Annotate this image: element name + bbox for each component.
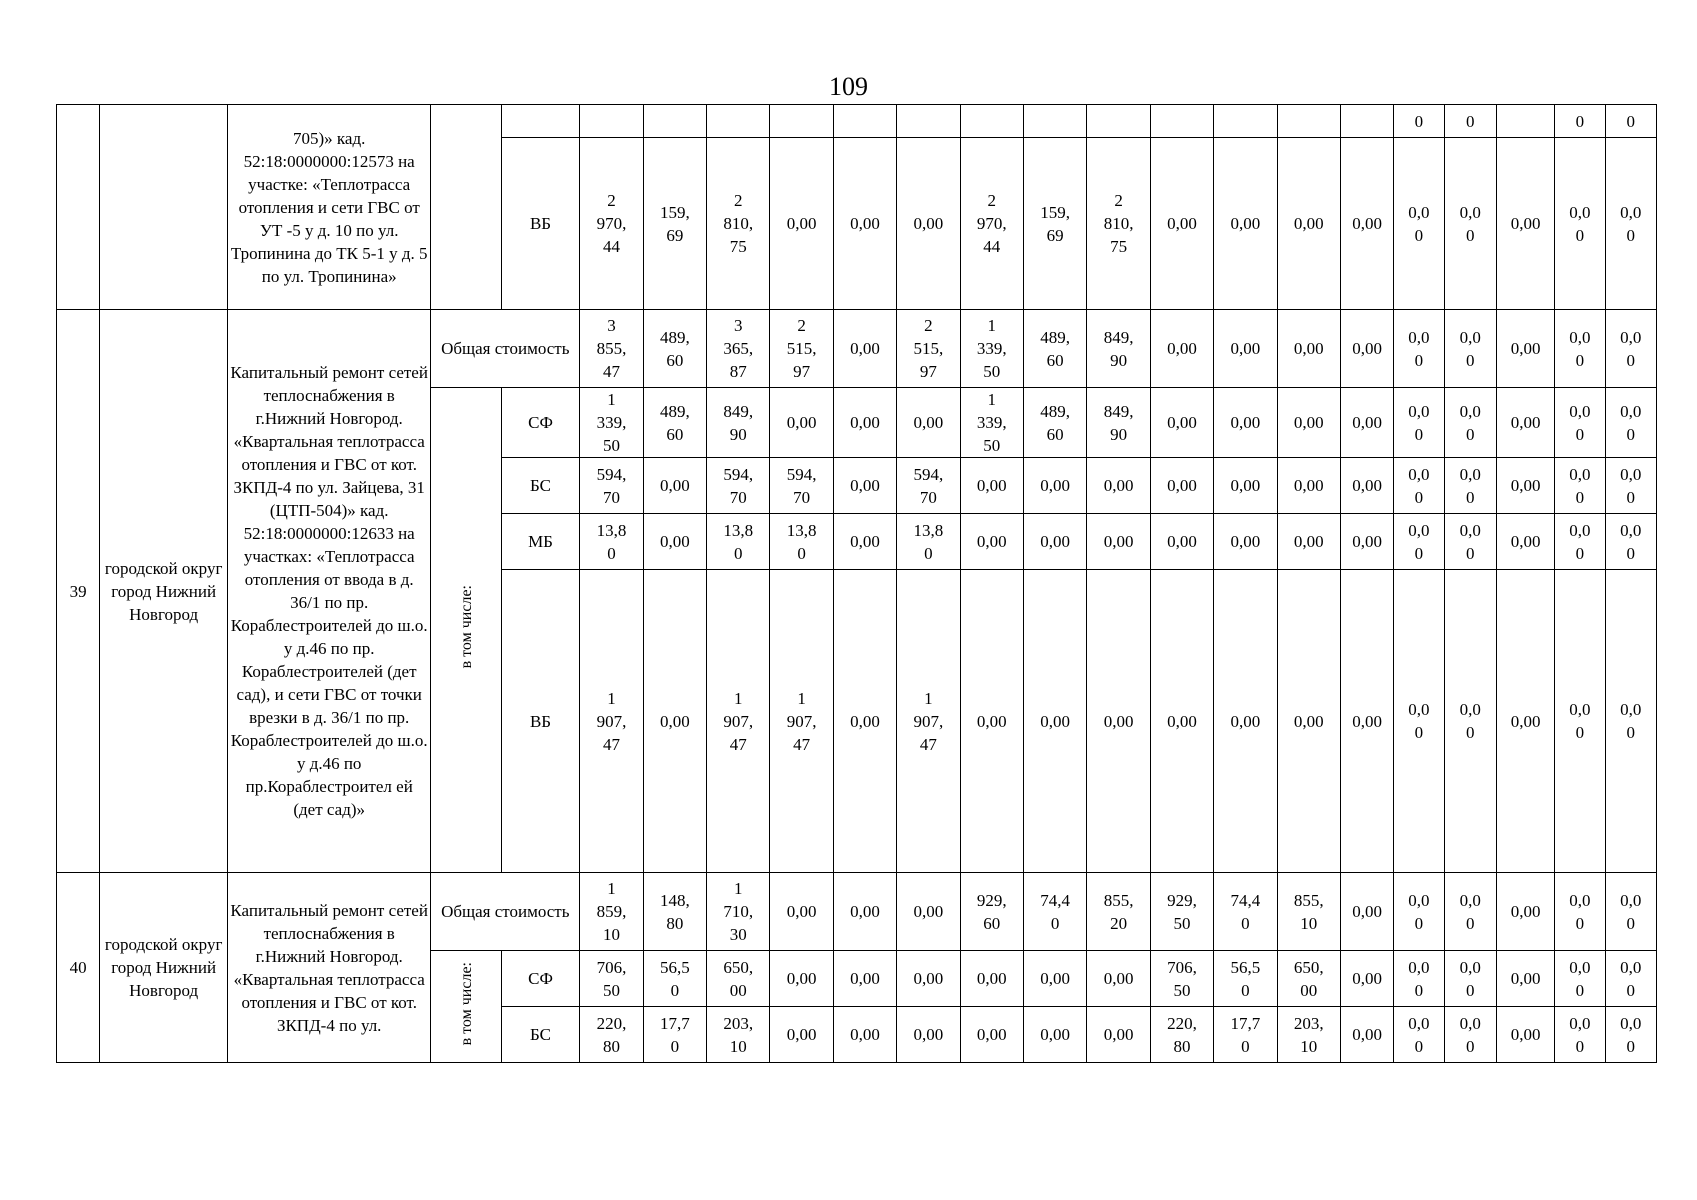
value-cell: 0,00 bbox=[1496, 951, 1554, 1007]
value-cell: 0,00 bbox=[1277, 458, 1340, 514]
table-row bbox=[57, 310, 1657, 388]
value-cell: 1 859, 10 bbox=[580, 873, 643, 951]
table-row bbox=[57, 105, 1657, 138]
value-cell: 2 970, 44 bbox=[580, 138, 643, 310]
value-cell: 0,00 bbox=[1340, 458, 1393, 514]
table-row bbox=[57, 873, 1657, 951]
value-cell: 489, 60 bbox=[1023, 388, 1086, 458]
municipality-cell: городской округ город Нижний Новгород bbox=[100, 310, 228, 873]
value-cell: 0,00 bbox=[770, 873, 833, 951]
value-cell: 159, 69 bbox=[643, 138, 706, 310]
value-cell: 2 810, 75 bbox=[1087, 138, 1150, 310]
value-cell: 13,8 0 bbox=[580, 514, 643, 570]
value-cell: 0,0 0 bbox=[1555, 458, 1605, 514]
value-cell: 0,0 0 bbox=[1444, 570, 1496, 873]
including-label-cell bbox=[431, 951, 501, 1063]
value-cell: 2 515, 97 bbox=[897, 310, 960, 388]
value-cell: 220, 80 bbox=[1150, 1007, 1213, 1063]
value-cell: 0,00 bbox=[1023, 951, 1086, 1007]
value-cell: 0 bbox=[1394, 105, 1444, 138]
description-cell: Капитальный ремонт сетей теплоснабжения в г.Нижний Новгород. «Квартальная теплотрасса отопления и ГВС от кот. ЗКПД-4 по ул. Зайцева, 31 (ЦТП-504)» кад. 52:18:0000000:12633 на участках: «Теплотрасса отопления от ввода в д. 36/1 по пр. Кораблестроителей до ш.о. у д.46 по пр. Кораблестроителей (дет сад), и сети ГВС от точки врезки в д. 36/1 по пр. Кораблестроителей до ш.о. у д.46 по пр.Кораблестроител ей (дет сад)» bbox=[228, 310, 431, 873]
value-cell: 74,4 0 bbox=[1023, 873, 1086, 951]
value-cell: 0,00 bbox=[643, 570, 706, 873]
value-cell: 159, 69 bbox=[1023, 138, 1086, 310]
value-cell: 0,0 0 bbox=[1555, 514, 1605, 570]
value-cell: 0,0 0 bbox=[1605, 570, 1656, 873]
value-cell: 0,00 bbox=[770, 951, 833, 1007]
value-cell: 0,00 bbox=[1214, 138, 1277, 310]
value-cell: 0,00 bbox=[897, 873, 960, 951]
value-cell: 489, 60 bbox=[1023, 310, 1086, 388]
value-cell: 0,00 bbox=[960, 951, 1023, 1007]
value-cell bbox=[897, 105, 960, 138]
value-cell: 594, 70 bbox=[770, 458, 833, 514]
value-cell: 855, 20 bbox=[1087, 873, 1150, 951]
value-cell: 0,00 bbox=[833, 138, 896, 310]
value-cell: 0,00 bbox=[1214, 458, 1277, 514]
value-cell: 3 855, 47 bbox=[580, 310, 643, 388]
including-label-cell bbox=[431, 105, 501, 310]
value-cell: 0,00 bbox=[1150, 570, 1213, 873]
value-cell: 0,0 0 bbox=[1605, 514, 1656, 570]
value-cell: 0,0 0 bbox=[1605, 388, 1656, 458]
including-label-cell bbox=[431, 388, 501, 873]
row-number-cell: 40 bbox=[57, 873, 100, 1063]
value-cell: 13,8 0 bbox=[707, 514, 770, 570]
value-cell: 0,00 bbox=[1087, 514, 1150, 570]
value-cell bbox=[1023, 105, 1086, 138]
value-cell: 1 710, 30 bbox=[707, 873, 770, 951]
value-cell: 0,00 bbox=[1023, 1007, 1086, 1063]
value-cell: 13,8 0 bbox=[897, 514, 960, 570]
value-cell: 0,00 bbox=[1214, 514, 1277, 570]
value-cell: 0,00 bbox=[897, 1007, 960, 1063]
value-cell: 0,00 bbox=[1087, 951, 1150, 1007]
value-cell: 0,00 bbox=[1340, 388, 1393, 458]
value-cell: 0,00 bbox=[833, 310, 896, 388]
value-cell: 0,00 bbox=[897, 388, 960, 458]
value-cell: 849, 90 bbox=[707, 388, 770, 458]
source-cell: ВБ bbox=[501, 570, 579, 873]
value-cell: 13,8 0 bbox=[770, 514, 833, 570]
source-cell: ВБ bbox=[501, 138, 579, 310]
value-cell: 0,00 bbox=[960, 1007, 1023, 1063]
value-cell: 0,0 0 bbox=[1394, 1007, 1444, 1063]
value-cell: 0,0 0 bbox=[1555, 1007, 1605, 1063]
value-cell: 0,0 0 bbox=[1555, 388, 1605, 458]
value-cell: 0,00 bbox=[770, 138, 833, 310]
value-cell: 148, 80 bbox=[643, 873, 706, 951]
value-cell: 0,0 0 bbox=[1605, 873, 1656, 951]
value-cell: 0,00 bbox=[1214, 388, 1277, 458]
value-cell bbox=[580, 105, 643, 138]
value-cell: 0,00 bbox=[1496, 138, 1554, 310]
including-label: в том числе: bbox=[457, 961, 475, 1046]
value-cell: 1 907, 47 bbox=[770, 570, 833, 873]
value-cell: 2 515, 97 bbox=[770, 310, 833, 388]
value-cell: 0,00 bbox=[1277, 514, 1340, 570]
value-cell: 0,00 bbox=[1277, 310, 1340, 388]
value-cell: 0,00 bbox=[1023, 570, 1086, 873]
value-cell: 0,00 bbox=[1340, 873, 1393, 951]
including-label: в том числе: bbox=[457, 585, 475, 669]
value-cell: 17,7 0 bbox=[1214, 1007, 1277, 1063]
value-cell: 0,0 0 bbox=[1394, 570, 1444, 873]
value-cell: 1 907, 47 bbox=[707, 570, 770, 873]
value-cell bbox=[1277, 105, 1340, 138]
value-cell: 0,0 0 bbox=[1605, 458, 1656, 514]
value-cell: 0,00 bbox=[1340, 1007, 1393, 1063]
value-cell: 849, 90 bbox=[1087, 310, 1150, 388]
source-cell: СФ bbox=[501, 388, 579, 458]
description-cell: Капитальный ремонт сетей теплоснабжения в г.Нижний Новгород. «Квартальная теплотрасса отопления и ГВС от кот. ЗКПД-4 по ул. bbox=[228, 873, 431, 1063]
total-label-cell: Общая стоимость bbox=[431, 873, 580, 951]
value-cell: 1 339, 50 bbox=[960, 310, 1023, 388]
value-cell: 0,00 bbox=[833, 1007, 896, 1063]
value-cell: 0,0 0 bbox=[1444, 873, 1496, 951]
value-cell: 0 bbox=[1605, 105, 1656, 138]
value-cell: 0,0 0 bbox=[1605, 1007, 1656, 1063]
page-number: 109 bbox=[829, 72, 868, 101]
value-cell: 1 339, 50 bbox=[580, 388, 643, 458]
value-cell: 0,00 bbox=[960, 458, 1023, 514]
description-cell: 705)» кад. 52:18:0000000:12573 на участке: «Теплотрасса отопления и сети ГВС от УТ -5 у д. 10 по ул. Тропинина до ТК 5-1 у д. 5 по ул. Тропинина» bbox=[228, 105, 431, 310]
row-number-cell bbox=[57, 105, 100, 310]
source-cell: БС bbox=[501, 1007, 579, 1063]
value-cell: 0,00 bbox=[1496, 873, 1554, 951]
total-label-cell: Общая стоимость bbox=[431, 310, 580, 388]
value-cell: 0,0 0 bbox=[1394, 138, 1444, 310]
value-cell: 0,0 0 bbox=[1555, 138, 1605, 310]
value-cell bbox=[1087, 105, 1150, 138]
value-cell: 0,00 bbox=[1496, 458, 1554, 514]
value-cell: 0,00 bbox=[1087, 458, 1150, 514]
value-cell: 0,00 bbox=[833, 570, 896, 873]
value-cell: 0 bbox=[1444, 105, 1496, 138]
value-cell: 0,00 bbox=[643, 514, 706, 570]
source-cell: МБ bbox=[501, 514, 579, 570]
value-cell: 0,00 bbox=[770, 1007, 833, 1063]
value-cell: 0,0 0 bbox=[1444, 138, 1496, 310]
value-cell: 0,00 bbox=[833, 951, 896, 1007]
value-cell: 0,00 bbox=[1340, 310, 1393, 388]
value-cell: 0,00 bbox=[897, 138, 960, 310]
value-cell: 0,00 bbox=[1150, 138, 1213, 310]
value-cell: 2 810, 75 bbox=[707, 138, 770, 310]
value-cell: 0,0 0 bbox=[1605, 138, 1656, 310]
value-cell: 0,00 bbox=[833, 458, 896, 514]
value-cell bbox=[1340, 105, 1393, 138]
value-cell: 0,0 0 bbox=[1444, 514, 1496, 570]
value-cell: 0,00 bbox=[1340, 514, 1393, 570]
value-cell: 0,00 bbox=[1277, 138, 1340, 310]
value-cell: 0,00 bbox=[833, 388, 896, 458]
municipality-cell bbox=[100, 105, 228, 310]
value-cell: 650, 00 bbox=[1277, 951, 1340, 1007]
value-cell: 2 970, 44 bbox=[960, 138, 1023, 310]
value-cell: 1 339, 50 bbox=[960, 388, 1023, 458]
value-cell: 0,00 bbox=[1150, 514, 1213, 570]
value-cell: 220, 80 bbox=[580, 1007, 643, 1063]
value-cell: 0,0 0 bbox=[1394, 310, 1444, 388]
value-cell: 855, 10 bbox=[1277, 873, 1340, 951]
value-cell: 17,7 0 bbox=[643, 1007, 706, 1063]
value-cell: 0,00 bbox=[1496, 310, 1554, 388]
value-cell: 0,00 bbox=[1496, 1007, 1554, 1063]
budget-table bbox=[56, 104, 1657, 1063]
value-cell: 0,0 0 bbox=[1394, 514, 1444, 570]
value-cell: 594, 70 bbox=[897, 458, 960, 514]
value-cell: 0,0 0 bbox=[1394, 388, 1444, 458]
source-cell bbox=[501, 105, 579, 138]
value-cell: 0 bbox=[1555, 105, 1605, 138]
value-cell: 0,00 bbox=[1150, 310, 1213, 388]
value-cell: 0,0 0 bbox=[1394, 951, 1444, 1007]
value-cell bbox=[1496, 105, 1554, 138]
value-cell: 0,00 bbox=[1214, 310, 1277, 388]
value-cell: 0,0 0 bbox=[1444, 951, 1496, 1007]
value-cell: 203, 10 bbox=[1277, 1007, 1340, 1063]
value-cell: 0,00 bbox=[960, 514, 1023, 570]
value-cell bbox=[1214, 105, 1277, 138]
value-cell: 0,00 bbox=[1087, 570, 1150, 873]
value-cell: 594, 70 bbox=[580, 458, 643, 514]
value-cell: 706, 50 bbox=[1150, 951, 1213, 1007]
value-cell: 0,00 bbox=[1496, 514, 1554, 570]
source-cell: БС bbox=[501, 458, 579, 514]
value-cell bbox=[643, 105, 706, 138]
value-cell: 0,0 0 bbox=[1394, 458, 1444, 514]
value-cell: 203, 10 bbox=[707, 1007, 770, 1063]
value-cell: 0,0 0 bbox=[1555, 310, 1605, 388]
value-cell: 0,00 bbox=[1496, 570, 1554, 873]
value-cell: 56,5 0 bbox=[643, 951, 706, 1007]
value-cell bbox=[833, 105, 896, 138]
value-cell: 0,00 bbox=[1340, 570, 1393, 873]
value-cell: 0,00 bbox=[1496, 388, 1554, 458]
value-cell: 56,5 0 bbox=[1214, 951, 1277, 1007]
value-cell: 929, 60 bbox=[960, 873, 1023, 951]
value-cell: 0,00 bbox=[643, 458, 706, 514]
value-cell: 489, 60 bbox=[643, 388, 706, 458]
value-cell: 706, 50 bbox=[580, 951, 643, 1007]
value-cell: 0,0 0 bbox=[1555, 951, 1605, 1007]
value-cell: 0,00 bbox=[960, 570, 1023, 873]
value-cell: 0,0 0 bbox=[1444, 458, 1496, 514]
value-cell: 0,00 bbox=[1214, 570, 1277, 873]
value-cell: 0,0 0 bbox=[1605, 951, 1656, 1007]
value-cell: 0,00 bbox=[1150, 388, 1213, 458]
value-cell: 0,0 0 bbox=[1444, 310, 1496, 388]
value-cell: 0,0 0 bbox=[1444, 1007, 1496, 1063]
value-cell: 0,00 bbox=[1277, 388, 1340, 458]
value-cell: 3 365, 87 bbox=[707, 310, 770, 388]
value-cell: 0,00 bbox=[1150, 458, 1213, 514]
source-cell: СФ bbox=[501, 951, 579, 1007]
row-number-cell: 39 bbox=[57, 310, 100, 873]
value-cell: 0,0 0 bbox=[1394, 873, 1444, 951]
value-cell: 1 907, 47 bbox=[897, 570, 960, 873]
value-cell: 0,00 bbox=[833, 873, 896, 951]
value-cell: 74,4 0 bbox=[1214, 873, 1277, 951]
value-cell: 0,00 bbox=[1087, 1007, 1150, 1063]
value-cell: 0,00 bbox=[833, 514, 896, 570]
value-cell: 849, 90 bbox=[1087, 388, 1150, 458]
value-cell: 0,0 0 bbox=[1444, 388, 1496, 458]
value-cell: 0,00 bbox=[1023, 514, 1086, 570]
value-cell: 0,00 bbox=[1023, 458, 1086, 514]
value-cell: 0,00 bbox=[1340, 951, 1393, 1007]
value-cell: 0,00 bbox=[1340, 138, 1393, 310]
value-cell bbox=[1150, 105, 1213, 138]
value-cell: 929, 50 bbox=[1150, 873, 1213, 951]
value-cell: 0,0 0 bbox=[1555, 873, 1605, 951]
value-cell: 489, 60 bbox=[643, 310, 706, 388]
value-cell: 0,00 bbox=[1277, 570, 1340, 873]
value-cell bbox=[707, 105, 770, 138]
value-cell: 0,0 0 bbox=[1605, 310, 1656, 388]
value-cell bbox=[960, 105, 1023, 138]
value-cell: 0,0 0 bbox=[1555, 570, 1605, 873]
value-cell: 594, 70 bbox=[707, 458, 770, 514]
municipality-cell: городской округ город Нижний Новгород bbox=[100, 873, 228, 1063]
value-cell: 1 907, 47 bbox=[580, 570, 643, 873]
value-cell bbox=[770, 105, 833, 138]
value-cell: 650, 00 bbox=[707, 951, 770, 1007]
value-cell: 0,00 bbox=[770, 388, 833, 458]
value-cell: 0,00 bbox=[897, 951, 960, 1007]
